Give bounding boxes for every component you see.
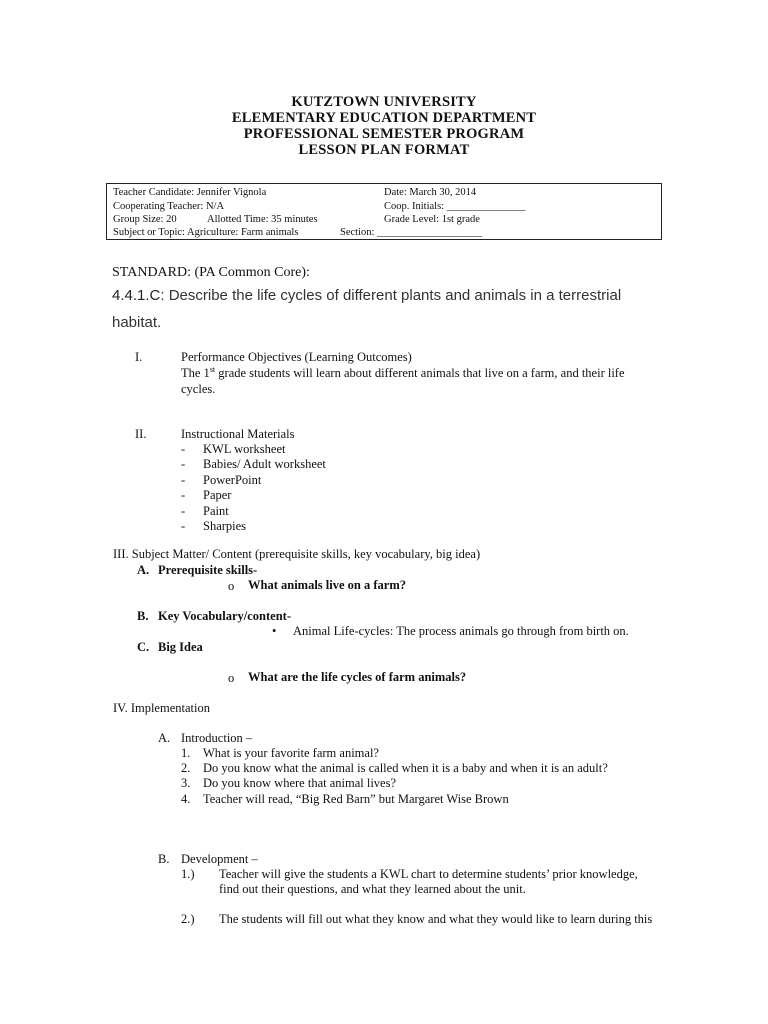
section3-c-label: C. xyxy=(137,640,150,654)
intro-item: Do you know what the animal is called when it is a baby and when it is an adult? xyxy=(203,761,608,776)
standard-desc-line2: habitat. xyxy=(112,314,162,331)
intro-item-number: 1. xyxy=(181,746,191,760)
section3-title: III. Subject Matter/ Content (prerequisite skills, key vocabulary, big idea) xyxy=(113,547,481,561)
material-dash: - xyxy=(181,457,186,472)
section4-a-label: A. xyxy=(158,731,171,745)
intro-item-number: 4. xyxy=(181,791,191,806)
section2-numeral: II. xyxy=(135,427,147,441)
section3-a-item: What animals live on a farm? xyxy=(248,578,406,592)
section4-title: IV. Implementation xyxy=(113,701,210,715)
section3-b-bullet: • xyxy=(272,624,277,638)
info-box xyxy=(106,183,662,240)
material-dash: - xyxy=(181,442,186,456)
material-item: Paper xyxy=(203,488,232,503)
material-item: Babies/ Adult worksheet xyxy=(203,457,326,472)
material-item: PowerPoint xyxy=(203,472,262,487)
section1-text-post: grade students will learn about different animals that live on a farm, and their life xyxy=(215,366,625,380)
section3-b-title: Key Vocabulary/content- xyxy=(158,609,291,623)
teacher-candidate: Teacher Candidate: Jennifer Vignola xyxy=(113,187,267,198)
intro-item: Do you know where that animal lives? xyxy=(203,776,397,791)
section4-b-title: Development – xyxy=(181,852,258,866)
header-university: KUTZTOWN UNIVERSITY xyxy=(291,94,477,110)
material-item: Paint xyxy=(203,503,229,518)
section4-a-title: Introduction – xyxy=(181,731,253,745)
allotted-time: Allotted Time: 35 minutes xyxy=(207,214,318,225)
standard-label: STANDARD: (PA Common Core): xyxy=(112,265,310,280)
section1-text-pre: The 1 xyxy=(181,366,210,380)
intro-item-number: 3. xyxy=(181,776,191,791)
material-dash: - xyxy=(181,519,186,533)
dev2-number: 2.) xyxy=(181,912,195,926)
section1-text-sup: st xyxy=(209,364,216,374)
grade-level: Grade Level: 1st grade xyxy=(384,214,480,225)
intro-item-number: 2. xyxy=(181,761,191,776)
section-field: Section: ____________________ xyxy=(340,227,483,238)
cooperating-teacher: Cooperating Teacher: N/A xyxy=(113,201,225,212)
dev1-line2: find out their questions, and what they learned about the unit. xyxy=(219,882,526,896)
section3-a-label: A. xyxy=(137,563,150,577)
material-dash: - xyxy=(181,488,186,503)
intro-item: What is your favorite farm animal? xyxy=(203,746,379,760)
material-item: Sharpies xyxy=(203,519,247,533)
standard-desc-line1: : Describe the life cycles of different plants and animals in a terrestrial xyxy=(160,287,622,304)
section3-c-item: What are the life cycles of farm animals? xyxy=(248,670,467,684)
group-size: Group Size: 20 xyxy=(113,214,177,225)
subject-topic: Subject or Topic: Agriculture: Farm animals xyxy=(113,227,299,238)
section4-b-label: B. xyxy=(158,852,170,866)
material-dash: - xyxy=(181,503,186,518)
date: Date: March 30, 2014 xyxy=(384,187,477,198)
section3-a-bullet: o xyxy=(228,579,235,593)
material-dash: - xyxy=(181,472,186,487)
standard-line1 xyxy=(112,287,621,305)
dev1-number: 1.) xyxy=(181,867,195,881)
coop-initials: Coop. Initials: _______________ xyxy=(384,201,526,212)
section3-b-item: Animal Life-cycles: The process animals go through from birth on. xyxy=(293,624,629,638)
standard-code: 4.4.1.C xyxy=(112,287,161,304)
material-item: KWL worksheet xyxy=(203,442,286,456)
section3-b-label: B. xyxy=(137,609,149,623)
header-format: LESSON PLAN FORMAT xyxy=(298,142,470,158)
section3-a-title: Prerequisite skills- xyxy=(158,563,258,577)
section1-text xyxy=(181,366,625,381)
section3-c-bullet: o xyxy=(228,671,235,685)
header-department: ELEMENTARY EDUCATION DEPARTMENT xyxy=(231,110,537,126)
section1-title: Performance Objectives (Learning Outcomes) xyxy=(181,350,412,364)
section1-numeral: I. xyxy=(135,350,143,364)
section3-c-title: Big Idea xyxy=(158,640,203,654)
dev2-line1: The students will fill out what they know and what they would like to learn during this xyxy=(219,912,653,926)
document-header xyxy=(0,94,768,158)
intro-item: Teacher will read, “Big Red Barn” but Margaret Wise Brown xyxy=(203,791,509,806)
section2-title: Instructional Materials xyxy=(181,427,295,441)
dev1-line1: Teacher will give the students a KWL chart to determine students’ prior knowledge, xyxy=(219,867,638,881)
section1-text-line2: cycles. xyxy=(181,382,216,396)
header-program: PROFESSIONAL SEMESTER PROGRAM xyxy=(243,126,525,142)
